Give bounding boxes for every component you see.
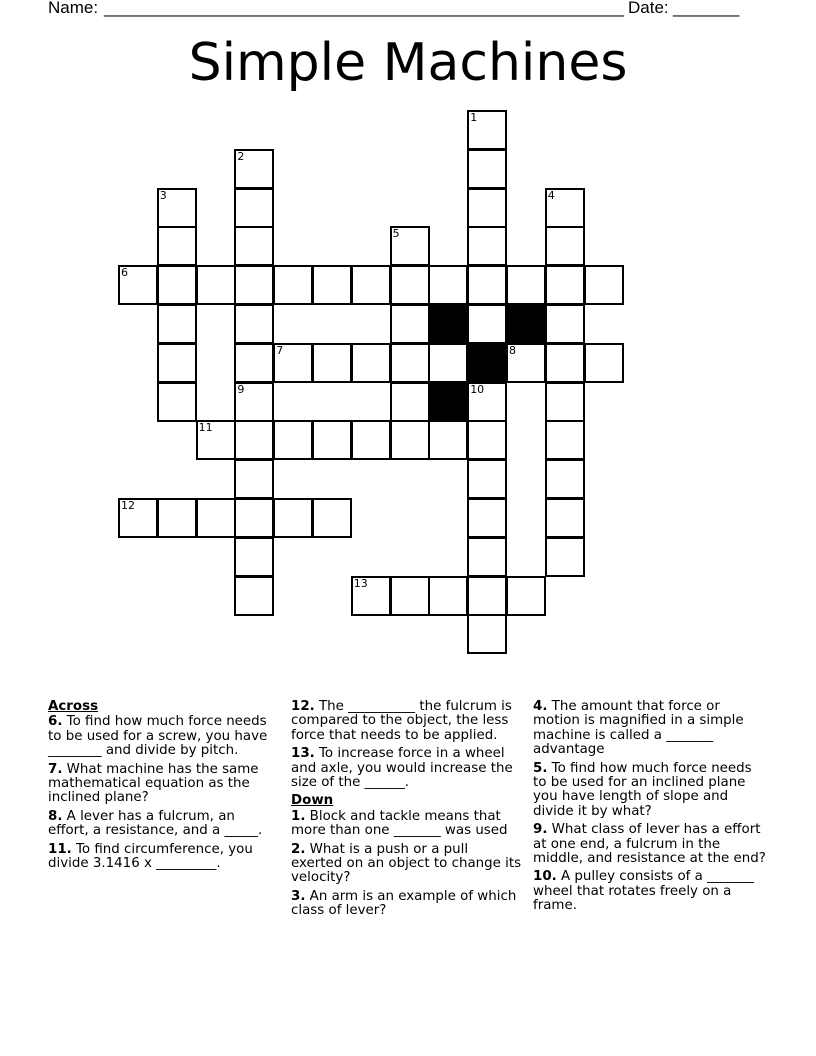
- down-heading: Down: [291, 793, 334, 809]
- grid-cell[interactable]: [234, 498, 274, 538]
- grid-cell[interactable]: [351, 343, 391, 383]
- grid-cell[interactable]: [312, 420, 352, 460]
- down-clue-5: 5. To find how much force needs to be used for an inclined plane you have length of slope and divide it by what?: [533, 760, 752, 819]
- grid-cell[interactable]: [467, 265, 507, 305]
- clue-number: 1: [470, 111, 478, 124]
- grid-cell[interactable]: [234, 382, 274, 422]
- clues-column-1: [48, 700, 276, 875]
- grid-cell[interactable]: [273, 343, 313, 383]
- grid-cell[interactable]: [506, 265, 546, 305]
- page-title: Simple Machines: [188, 33, 628, 93]
- across-clue-6: 6. To find how much force needs to be used for a screw, you have ________ and divide by pitch.: [48, 714, 268, 759]
- grid-cell[interactable]: [506, 576, 546, 616]
- grid-cell[interactable]: [467, 188, 507, 228]
- clue-number: 7: [276, 343, 284, 357]
- clues-column-3: [533, 700, 769, 918]
- grid-cell[interactable]: [351, 420, 391, 460]
- grid-cell[interactable]: [157, 304, 197, 344]
- grid-cell[interactable]: [545, 265, 585, 305]
- grid-cell[interactable]: [312, 265, 352, 305]
- across-heading: Across: [48, 699, 99, 714]
- grid-cell[interactable]: [234, 188, 274, 228]
- grid-cell[interactable]: [467, 149, 507, 189]
- grid-cell[interactable]: [234, 265, 274, 305]
- across-clue-11: 11. To find circumference, you divide 3.1416 x _________.: [48, 841, 253, 872]
- grid-cell[interactable]: [390, 343, 430, 383]
- grid-cell[interactable]: [196, 265, 236, 305]
- grid-cell[interactable]: [545, 382, 585, 422]
- down-clue-4: 4. The amount that force or motion is magnified in a simple machine is called a _______ advantage: [533, 699, 744, 758]
- grid-cell[interactable]: [467, 226, 507, 266]
- grid-cell[interactable]: [545, 537, 585, 577]
- grid-cell[interactable]: [584, 265, 624, 305]
- black-square: [428, 304, 468, 344]
- grid-cell[interactable]: [428, 420, 468, 460]
- grid-cell[interactable]: [157, 188, 197, 228]
- clue-number: 8: [509, 343, 516, 357]
- across-clue-12: 12. The __________ the fulcrum is compared to the object, the less force that needs to be applied.: [291, 699, 512, 743]
- grid-cell[interactable]: [428, 265, 468, 305]
- clue-number: 3: [159, 188, 167, 202]
- grid-cell[interactable]: [545, 226, 585, 266]
- date-label: Date:: [628, 0, 669, 17]
- grid-cell[interactable]: [157, 343, 197, 383]
- grid-cell[interactable]: [467, 304, 507, 344]
- grid-cell[interactable]: [390, 304, 430, 344]
- grid-cell[interactable]: [545, 459, 585, 499]
- grid-cell[interactable]: [467, 614, 507, 654]
- black-square: [428, 382, 468, 422]
- clue-number: 6: [121, 266, 128, 280]
- grid-cell[interactable]: [234, 459, 274, 499]
- clue-number: 11: [198, 421, 213, 435]
- grid-cell[interactable]: [157, 226, 197, 266]
- grid-cell[interactable]: [390, 226, 430, 266]
- grid-cell[interactable]: [467, 576, 507, 616]
- clue-number: 13: [353, 576, 368, 590]
- grid-cell[interactable]: [467, 110, 507, 150]
- clue-number: 4: [547, 188, 555, 202]
- grid-cell[interactable]: [545, 188, 585, 228]
- grid-cell[interactable]: [273, 420, 313, 460]
- clue-number: 12: [121, 499, 135, 512]
- grid-cell[interactable]: [428, 576, 468, 616]
- across-clue-13: 13. To increase force in a wheel and axle, you would increase the size of the ______.: [291, 746, 513, 791]
- grid-cell[interactable]: [273, 265, 313, 305]
- down-clue-10: 10. A pulley consists of a _______ wheel that rotates freely on a frame.: [533, 869, 754, 914]
- clue-number: 2: [237, 149, 245, 163]
- grid-cell[interactable]: [506, 343, 546, 383]
- grid-cell[interactable]: [118, 265, 158, 305]
- grid-cell[interactable]: [467, 420, 507, 460]
- date-field[interactable]: _______: [673, 0, 740, 17]
- grid-cell[interactable]: [312, 498, 352, 538]
- across-clue-7: 7. What machine has the same mathematical equation as the inclined plane?: [48, 761, 259, 806]
- clue-number: 5: [392, 227, 400, 241]
- grid-cell[interactable]: [234, 576, 274, 616]
- clue-number: 9: [237, 382, 245, 396]
- grid-cell[interactable]: [545, 420, 585, 460]
- grid-cell[interactable]: [390, 382, 430, 422]
- down-clue-3: 3. An arm is an example of which class of lever?: [291, 888, 517, 919]
- grid-cell[interactable]: [545, 498, 585, 538]
- grid-cell[interactable]: [157, 265, 197, 305]
- grid-cell[interactable]: [351, 576, 391, 616]
- grid-cell[interactable]: [467, 459, 507, 499]
- grid-cell[interactable]: [390, 420, 430, 460]
- name-field[interactable]: _______________________________________________________: [104, 0, 625, 17]
- grid-cell[interactable]: [428, 343, 468, 383]
- grid-cell[interactable]: [545, 343, 585, 383]
- clue-number: 10: [470, 382, 485, 396]
- grid-cell[interactable]: [312, 343, 352, 383]
- grid-cell[interactable]: [467, 382, 507, 422]
- name-label: Name:: [48, 0, 99, 17]
- grid-cell[interactable]: [467, 537, 507, 577]
- clues-column-2: [291, 700, 523, 923]
- grid-cell[interactable]: [390, 265, 430, 305]
- grid-cell[interactable]: [545, 304, 585, 344]
- black-square: [467, 343, 507, 383]
- grid-cell[interactable]: [234, 226, 274, 266]
- grid-cell[interactable]: [196, 420, 236, 460]
- down-clue-1: 1. Block and tackle means that more than one _______ was used: [291, 808, 508, 839]
- grid-cell[interactable]: [584, 343, 624, 383]
- grid-cell[interactable]: [234, 420, 274, 460]
- grid-cell[interactable]: [467, 498, 507, 538]
- grid-cell[interactable]: [273, 498, 313, 538]
- across-clue-8: 8. A lever has a fulcrum, an effort, a resistance, and a _____.: [48, 808, 263, 839]
- down-clue-9: 9. What class of lever has a effort at one end, a fulcrum in the middle, and resistance at the end?: [533, 822, 766, 867]
- grid-cell[interactable]: [118, 498, 158, 538]
- grid-cell[interactable]: [157, 498, 197, 538]
- grid-cell[interactable]: [351, 265, 391, 305]
- down-clue-2: 2. What is a push or a pull exerted on an object to change its velocity?: [291, 841, 522, 886]
- grid-cell[interactable]: [234, 149, 274, 189]
- black-square: [506, 304, 546, 344]
- grid-cell[interactable]: [234, 343, 274, 383]
- grid-cell[interactable]: [234, 304, 274, 344]
- grid-cell[interactable]: [234, 537, 274, 577]
- grid-cell[interactable]: [390, 576, 430, 616]
- grid-cell[interactable]: [196, 498, 236, 538]
- grid-cell[interactable]: [157, 382, 197, 422]
